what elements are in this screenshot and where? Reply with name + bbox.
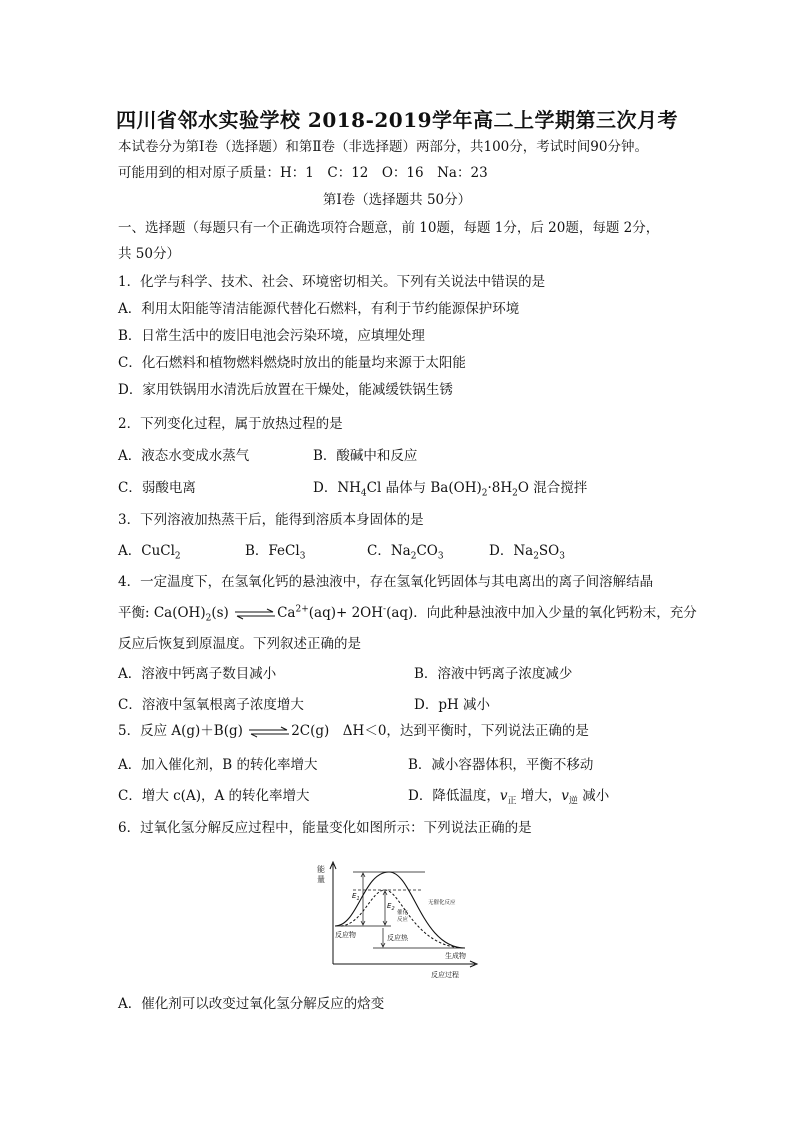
instructions-line2: 共 50分） xyxy=(118,246,180,262)
catalyzed-label-2: 反应 xyxy=(397,917,409,923)
q6-option-a: A．催化剂可以改变过氧化氢分解反应的焓变 xyxy=(118,996,385,1012)
q1-option-b: B．日常生活中的废旧电池会污染环境，应填埋处理 xyxy=(118,328,425,344)
q1-option-c: C．化石燃料和植物燃料燃烧时放出的能量均来源于太阳能 xyxy=(118,355,466,371)
exam-intro: 本试卷分为第Ⅰ卷（选择题）和第Ⅱ卷（非选择题）两部分，共100分，考试时间90分钟。 xyxy=(118,139,648,155)
q2-option-c: C．弱酸电离 xyxy=(118,480,196,496)
e1-label: $E_1$ xyxy=(352,892,360,902)
e2-label: $E_2$ xyxy=(387,902,395,912)
q4-option-a: A．溶液中钙离子数目减小 xyxy=(118,666,277,682)
q2-option-a: A．液态水变成水蒸气 xyxy=(118,448,250,464)
q3-stem: 3．下列溶液加热蒸干后，能得到溶质本身固体的是 xyxy=(118,512,424,528)
energy-diagram xyxy=(313,856,483,981)
q2-option-d: D．$NH_4Cl$ 晶体与 $Ba(OH)_2\cdot 8H_2O$ 混合搅拌 xyxy=(313,480,588,499)
q1-option-a: A．利用太阳能等清洁能源代替化石燃料，有利于节约能源保护环境 xyxy=(118,301,520,317)
q6-stem: 6．过氧化氢分解反应过程中，能量变化如图所示：下列说法正确的是 xyxy=(118,820,532,836)
q1-option-d: D．家用铁锅用水清洗后放置在干燥处，能减缓铁锅生锈 xyxy=(118,382,453,398)
q1-stem: 1．化学与科学、技术、社会、环境密切相关。下列有关说法中错误的是 xyxy=(118,274,546,290)
q4-stem-line3: 反应后恢复到原温度。下列叙述正确的是 xyxy=(118,636,361,652)
q4-option-d: D．pH 减小 xyxy=(414,697,491,713)
x-axis-label: 反应过程 xyxy=(431,971,459,979)
q3-option-d: D．$Na_2SO_3$ xyxy=(489,543,565,562)
q2-option-b: B．酸碱中和反应 xyxy=(313,448,418,464)
q3-option-c: C．$Na_2CO_3$ xyxy=(367,543,444,562)
q4-option-c: C．溶液中氢氧根离子浓度增大 xyxy=(118,697,304,713)
equilibrium-arrow-icon xyxy=(247,726,291,738)
q5-stem: 5．反应 A(g)＋B(g) 2C(g) ΔH＜0，达到平衡时，下列说法正确的是 xyxy=(118,723,589,739)
catalyzed-label: 催化 xyxy=(397,910,409,916)
q2-stem: 2．下列变化过程，属于放热过程的是 xyxy=(118,416,343,432)
q4-option-b: B．溶液中钙离子浓度减少 xyxy=(414,666,573,682)
reaction-heat-label: 反应热 xyxy=(387,934,408,942)
y-axis-label-2: 量 xyxy=(317,875,325,884)
atomic-mass-note: 可能用到的相对原子质量：H：1 C：12 O：16 Na：23 xyxy=(118,165,488,181)
q5-option-b: B．减小容器体积，平衡不移动 xyxy=(408,757,594,773)
q4-stem-line1: 4．一定温度下，在氢氧化钙的悬浊液中，存在氢氧化钙固体与其电离出的离子间溶解结晶 xyxy=(118,574,654,590)
q5-option-c: C．增大 c(A)，A 的转化率增大 xyxy=(118,788,310,804)
q5-option-d: D．降低温度，$v_正$ 增大，$v_逆$ 减小 xyxy=(408,788,610,807)
section1-header: 第Ⅰ卷（选择题共 50分） xyxy=(322,192,472,208)
q5-option-a: A．加入催化剂，B 的转化率增大 xyxy=(118,757,318,773)
exam-title: 四川省邻水实验学校 2018-2019学年高二上学期第三次月考 xyxy=(115,108,679,132)
uncatalyzed-label: 无催化反应 xyxy=(428,900,456,906)
reactant-label: 反应物 xyxy=(335,931,356,939)
product-label: 生成物 xyxy=(445,952,466,960)
q3-option-b: B．FeCl$_3$ xyxy=(245,543,306,562)
q3-option-a: A．CuCl$_2$ xyxy=(118,543,181,562)
instructions-line1: 一、选择题（每题只有一个正确选项符合题意，前 10题，每题 1分，后 20题，每题 2分， xyxy=(118,220,660,236)
y-axis-label-1: 能 xyxy=(317,865,325,874)
equilibrium-arrow-icon xyxy=(233,608,277,620)
q4-stem-line2: 平衡: $Ca(OH)_2(s)$ $Ca^{2+}(aq)+ 2OH^-(aq)$．向此种悬浊液中加入少量的氧化钙粉末，充分 xyxy=(118,604,697,624)
